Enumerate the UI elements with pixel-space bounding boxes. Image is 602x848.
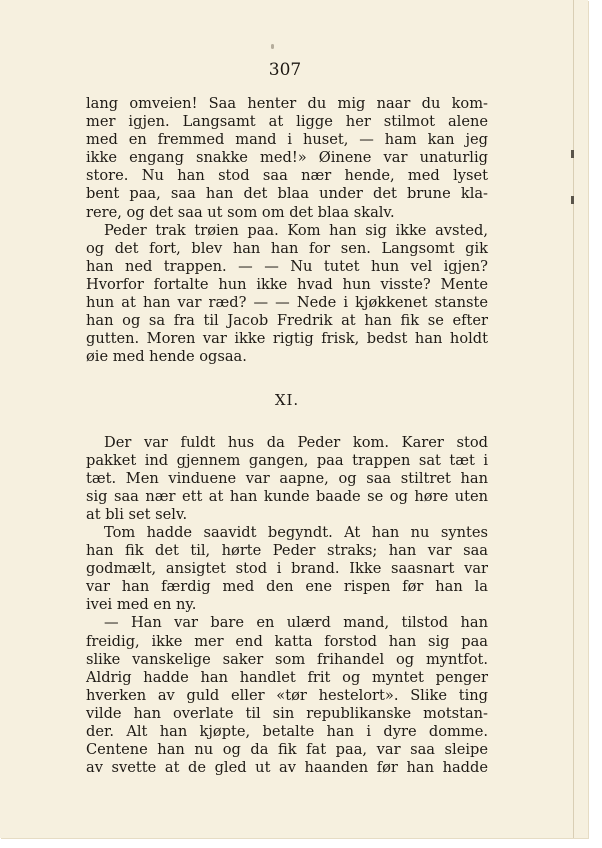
margin-mark (571, 150, 574, 158)
text-line: hun at han var ræd? — — Nede i kjøkkenet stanste (86, 294, 488, 312)
text-line: med en fremmed mand i huset, — ham kan jeg (86, 131, 488, 149)
text-line: og det fort, blev han han for sen. Langsomt gik (86, 239, 488, 257)
paragraph (86, 222, 488, 367)
text-line: ikke engang snakke med!» Øinene var unaturlig (86, 149, 488, 167)
text-line: øie med hende ogsaa. (86, 348, 247, 366)
paragraph (86, 614, 488, 777)
text-line: der. Alt han kjøpte, betalte han i dyre domme. (86, 723, 488, 740)
text-line: at bli set selv. (86, 505, 188, 523)
text-line: Peder trak trøien paa. Kom han sig ikke avsted, (104, 221, 488, 239)
text-line: han ned trappen. — — Nu tutet hun vel igjen? (86, 257, 488, 275)
text-line: store. Nu han stod saa nær hende, med lyset (86, 167, 488, 185)
page-number: 307 (268, 60, 302, 80)
text-line: Centene han nu og da fik fat paa, var saa sleipe (86, 741, 488, 759)
text-line: Tom hadde saavidt begyndt. At han nu syntes (104, 523, 488, 541)
paragraph (86, 524, 488, 614)
text-line: slike vanskelige saker som frihandel og myntfot. (86, 650, 488, 668)
margin-mark (571, 196, 574, 204)
text-line: Aldrig hadde han handlet frit og myntet penger (86, 668, 488, 686)
text-line: Hvorfor fortalte hun ikke hvad hun visste? Mente (86, 275, 488, 293)
text-line: bent paa, saa han det blaa under det brune kla- (86, 185, 488, 203)
text-line: mer igjen. Langsamt at ligge her stilmot alene (86, 113, 488, 131)
text-line: Der var fuldt hus da Peder kom. Karer stod (104, 433, 488, 451)
text-line: freidig, ikke mer end katta forstod han sig paa (86, 632, 488, 650)
text-line: lang omveien! Saa henter du mig naar du kom- (86, 95, 488, 112)
text-line: var han færdig med den ene rispen før han la (86, 578, 488, 596)
body-text (86, 95, 488, 777)
text-line: han og sa fra til Jacob Fredrik at han fik se efter (86, 312, 488, 330)
text-line: pakket ind gjennem gangen, paa trappen sat tæt i (86, 451, 488, 469)
text-line: tæt. Men vinduene var aapne, og saa stiltret han (86, 469, 488, 487)
ink-speck (271, 44, 274, 49)
text-line: rere, og det saa ut som om det blaa skalv. (86, 203, 395, 221)
text-line: godmælt, ansigtet stod i brand. Ikke saasnart var (86, 560, 488, 578)
text-line: ivei med en ny. (86, 596, 197, 614)
paragraph (86, 434, 488, 524)
text-line: sig saa nær ett at han kunde baade se og høre uten (86, 487, 488, 505)
text-line: han fik det til, hørte Peder straks; han var saa (86, 542, 488, 560)
text-line: — Han var bare en ulærd mand, tilstod han (104, 614, 488, 632)
page-edge (573, 0, 574, 838)
text-line: vilde han overlate til sin republikanske motstan- (86, 704, 488, 722)
text-line: hverken av guld eller «tør hestelort». Slike ting (86, 686, 488, 704)
paragraph (86, 95, 488, 222)
chapter-heading: XI. (274, 391, 300, 410)
text-line: gutten. Moren var ikke rigtig frisk, bedst han holdt (86, 330, 488, 348)
text-line: av svette at de gled ut av haanden før han hadde (86, 759, 488, 777)
